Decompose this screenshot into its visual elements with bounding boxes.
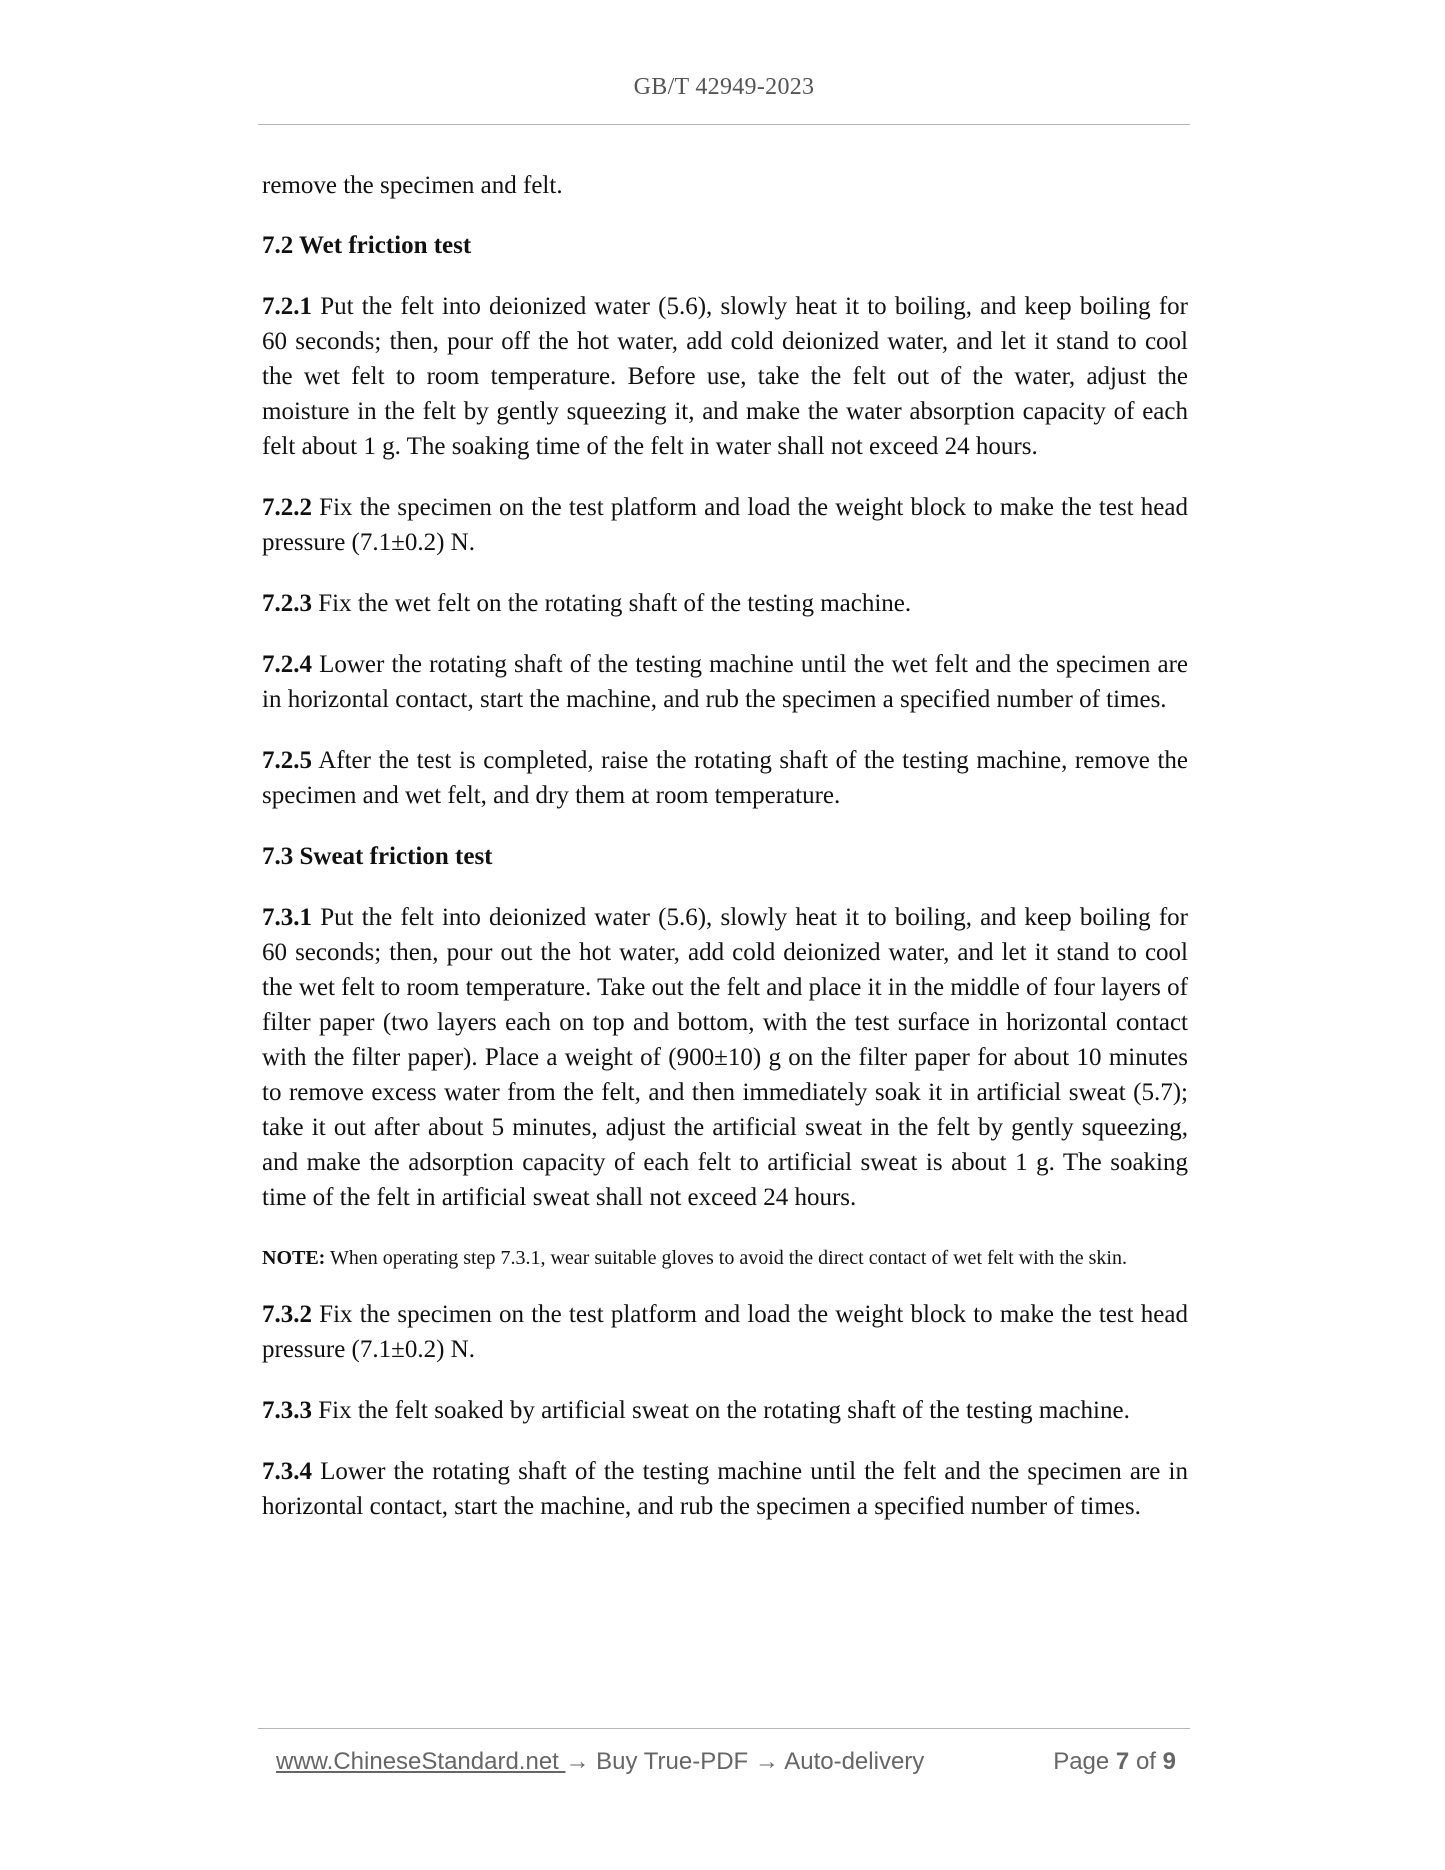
header-divider: [258, 124, 1190, 125]
clause-number: 7.2.2: [262, 494, 312, 521]
clause-number: 7.3.4: [262, 1458, 312, 1485]
clause-text: Fix the felt soaked by artificial sweat on the rotating shaft of the testing machine.: [312, 1397, 1130, 1424]
note-paragraph: [262, 1241, 1188, 1275]
clause-number: 7.2.3: [262, 590, 312, 617]
paragraph-7-2-2: [262, 490, 1188, 560]
clause-text: Put the felt into deionized water (5.6), slowly heat it to boiling, and keep boiling for 60 seconds; then, pour off the hot water, add cold deionized water, and let it stand to cool the wet felt to room temperature. Before use, take the felt out of the water, adjust the moisture in the felt by gently squeezing it, and make the water absorption capacity of each felt about 1 g. The soaking time of the felt in water shall not exceed 24 hours.: [262, 293, 1188, 460]
paragraph-7-2-1: [262, 289, 1188, 464]
clause-text: After the test is completed, raise the rotating shaft of the testing machine, remove the specimen and wet felt, and dry them at room temperature.: [262, 747, 1188, 809]
current-page: 7: [1115, 1748, 1130, 1775]
section-heading-7-2: 7.2 Wet friction test: [262, 232, 472, 259]
total-pages: 9: [1162, 1748, 1176, 1775]
document-body: [262, 168, 1188, 1550]
page-footer: [276, 1748, 1176, 1778]
section-heading-7-3: 7.3 Sweat friction test: [262, 843, 493, 870]
note-text: When operating step 7.3.1, wear suitable gloves to avoid the direct contact of wet felt with the skin.: [325, 1247, 1127, 1269]
paragraph-7-2-5: [262, 743, 1188, 813]
auto-delivery-text: Auto-delivery: [778, 1748, 925, 1775]
paragraph-7-3-4: [262, 1454, 1188, 1524]
clause-number: 7.3.2: [262, 1301, 312, 1328]
page-number: [1053, 1748, 1176, 1776]
note-label: NOTE:: [262, 1247, 326, 1269]
footer-divider: [258, 1728, 1190, 1729]
clause-number: 7.3.1: [262, 904, 312, 931]
arrow-right-icon: →: [754, 1748, 779, 1775]
paragraph-7-2-4: [262, 647, 1188, 717]
page-label: Page: [1053, 1748, 1116, 1775]
paragraph-7-2-3: [262, 586, 1188, 621]
buy-pdf-text: Buy True-PDF: [589, 1748, 755, 1775]
paragraph-7-3-1: [262, 900, 1188, 1215]
paragraph-7-3-3: [262, 1393, 1188, 1428]
clause-number: 7.3.3: [262, 1397, 312, 1424]
clause-text: Lower the rotating shaft of the testing machine until the felt and the specimen are in horizontal contact, start the machine, and rub the specimen a specified number of times.: [262, 1458, 1188, 1520]
website-link[interactable]: www.ChineseStandard.net: [276, 1748, 566, 1775]
clause-number: 7.2.5: [262, 747, 312, 774]
page-of-label: of: [1129, 1748, 1163, 1775]
arrow-right-icon: →: [565, 1748, 590, 1775]
clause-text: Fix the specimen on the test platform and load the weight block to make the test head pressure (7.1±0.2) N.: [262, 494, 1188, 556]
clause-text: Fix the wet felt on the rotating shaft of the testing machine.: [312, 590, 912, 617]
paragraph-7-3-2: [262, 1297, 1188, 1367]
document-header: GB/T 42949-2023: [633, 74, 815, 100]
clause-text: Lower the rotating shaft of the testing machine until the wet felt and the specimen are in horizontal contact, start the machine, and rub the specimen a specified number of times.: [262, 651, 1188, 713]
footer-promo: [276, 1748, 924, 1776]
intro-paragraph: remove the specimen and felt.: [262, 172, 563, 199]
clause-text: Fix the specimen on the test platform and load the weight block to make the test head pressure (7.1±0.2) N.: [262, 1301, 1188, 1363]
clause-number: 7.2.4: [262, 651, 312, 678]
clause-text: Put the felt into deionized water (5.6), slowly heat it to boiling, and keep boiling for 60 seconds; then, pour out the hot water, add cold deionized water, and let it stand to cool the wet felt to room temperature. Take out the felt and place it in the middle of four layers of filter paper (two layers each on top and bottom, with the test surface in horizontal contact with the filter paper). Place a weight of (900±10) g on the filter paper for about 10 minutes to remove excess water from the felt, and then immediately soak it in artificial sweat (5.7); take it out after about 5 minutes, adjust the artificial sweat in the felt by gently squeezing, and make the adsorption capacity of each felt to artificial sweat is about 1 g. The soaking time of the felt in artificial sweat shall not exceed 24 hours.: [262, 904, 1188, 1211]
clause-number: 7.2.1: [262, 293, 312, 320]
